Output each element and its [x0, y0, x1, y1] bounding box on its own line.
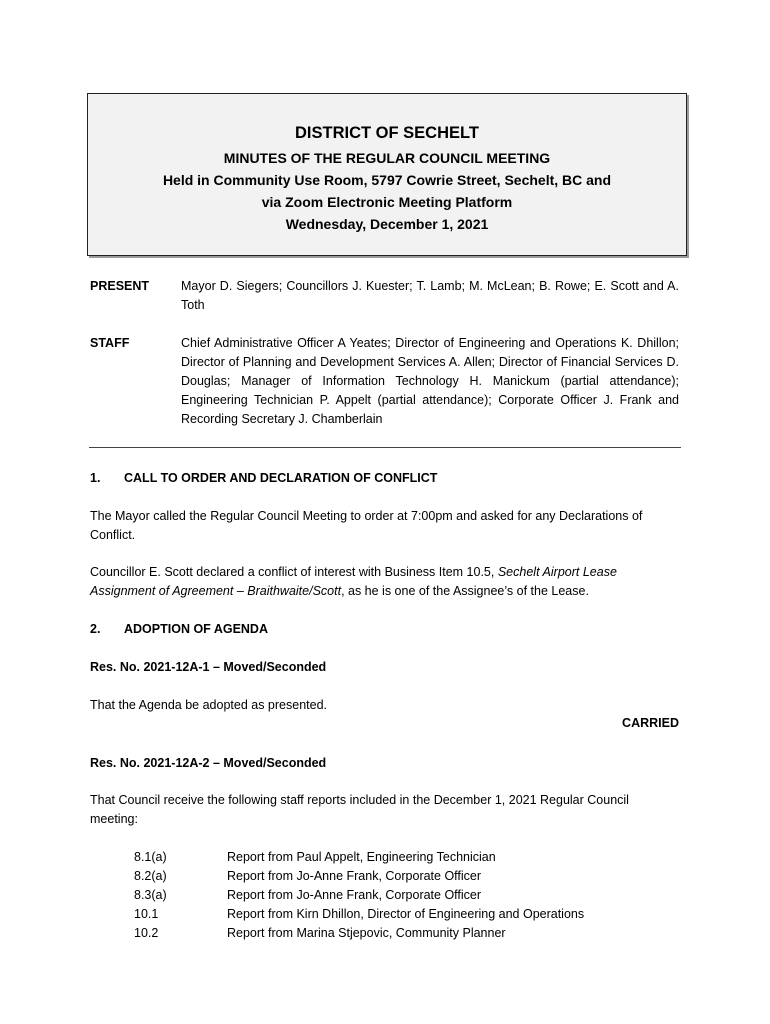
resolution-2-text: That Council receive the following staff reports included in the December 1, 2021 Regular Council meeting: — [90, 793, 629, 826]
present-label: PRESENT — [90, 279, 150, 293]
report-item — [134, 848, 684, 867]
resolution-1-result: CARRIED — [622, 716, 679, 730]
resolution-2-heading: Res. No. 2021-12A-2 – Moved/Seconded — [90, 756, 327, 770]
report-description: Report from Marina Stjepovic, Community Planner — [227, 926, 506, 940]
conflict-item-title: Sechelt Airport Lease Assignment of Agreement – Braithwaite/Scott — [90, 565, 617, 598]
section-2-number: 2. — [90, 622, 101, 636]
report-number: 10.2 — [134, 926, 159, 940]
report-description: Report from Kirn Dhillon, Director of Engineering and Operations — [227, 907, 585, 921]
staff-text: Chief Administrative Officer A Yeates; Director of Engineering and Operations K. Dhillon; Director of Planning and Development Services A. Allen; Director of Financial Services D. Douglas; Manager of Information Technology H. Manickum (partial attendance); Engineering Technician P. Appelt (partial attendance); Corporate Officer J. Frank and Recording Secretary J. Chamberlain — [181, 336, 679, 426]
resolution-1-text: That the Agenda be adopted as presented. — [90, 698, 327, 712]
minutes-title: MINUTES OF THE REGULAR COUNCIL MEETING — [223, 150, 551, 166]
report-number: 10.1 — [134, 907, 159, 921]
section-divider — [89, 447, 681, 448]
report-description: Report from Paul Appelt, Engineering Technician — [227, 850, 496, 864]
staff-label: STAFF — [90, 336, 130, 350]
meeting-location-line-2: via Zoom Electronic Meeting Platform — [261, 194, 513, 210]
report-number: 8.3(a) — [134, 888, 167, 902]
call-to-order-paragraph: The Mayor called the Regular Council Meeting to order at 7:00pm and asked for any Declarations of Conflict. — [90, 509, 643, 542]
report-item — [134, 867, 684, 886]
section-1-number: 1. — [90, 471, 101, 485]
report-item — [134, 924, 684, 943]
staff-report-list — [134, 848, 684, 943]
report-description: Report from Jo-Anne Frank, Corporate Officer — [227, 869, 482, 883]
report-item — [134, 905, 684, 924]
present-text: Mayor D. Siegers; Councillors J. Kuester; T. Lamb; M. McLean; B. Rowe; E. Scott and A. Toth — [181, 279, 679, 312]
report-item — [134, 886, 684, 905]
conflict-text-end: , as he is one of the Assignee’s of the Lease. — [341, 584, 589, 598]
report-number: 8.2(a) — [134, 869, 167, 883]
report-number: 8.1(a) — [134, 850, 167, 864]
report-description: Report from Jo-Anne Frank, Corporate Officer — [227, 888, 482, 902]
conflict-text-start: Councillor E. Scott declared a conflict of interest with Business Item 10.5, — [90, 565, 498, 579]
meeting-location-line-1: Held in Community Use Room, 5797 Cowrie Street, Sechelt, BC and — [162, 172, 612, 188]
organization-name: DISTRICT OF SECHELT — [295, 124, 479, 142]
section-2-title: ADOPTION OF AGENDA — [124, 622, 268, 636]
resolution-1-heading: Res. No. 2021-12A-1 – Moved/Seconded — [90, 660, 327, 674]
conflict-declaration-paragraph — [90, 563, 680, 601]
meeting-date: Wednesday, December 1, 2021 — [285, 216, 489, 232]
minutes-header-box — [87, 93, 687, 256]
section-1-title: CALL TO ORDER AND DECLARATION OF CONFLICT — [124, 471, 438, 485]
